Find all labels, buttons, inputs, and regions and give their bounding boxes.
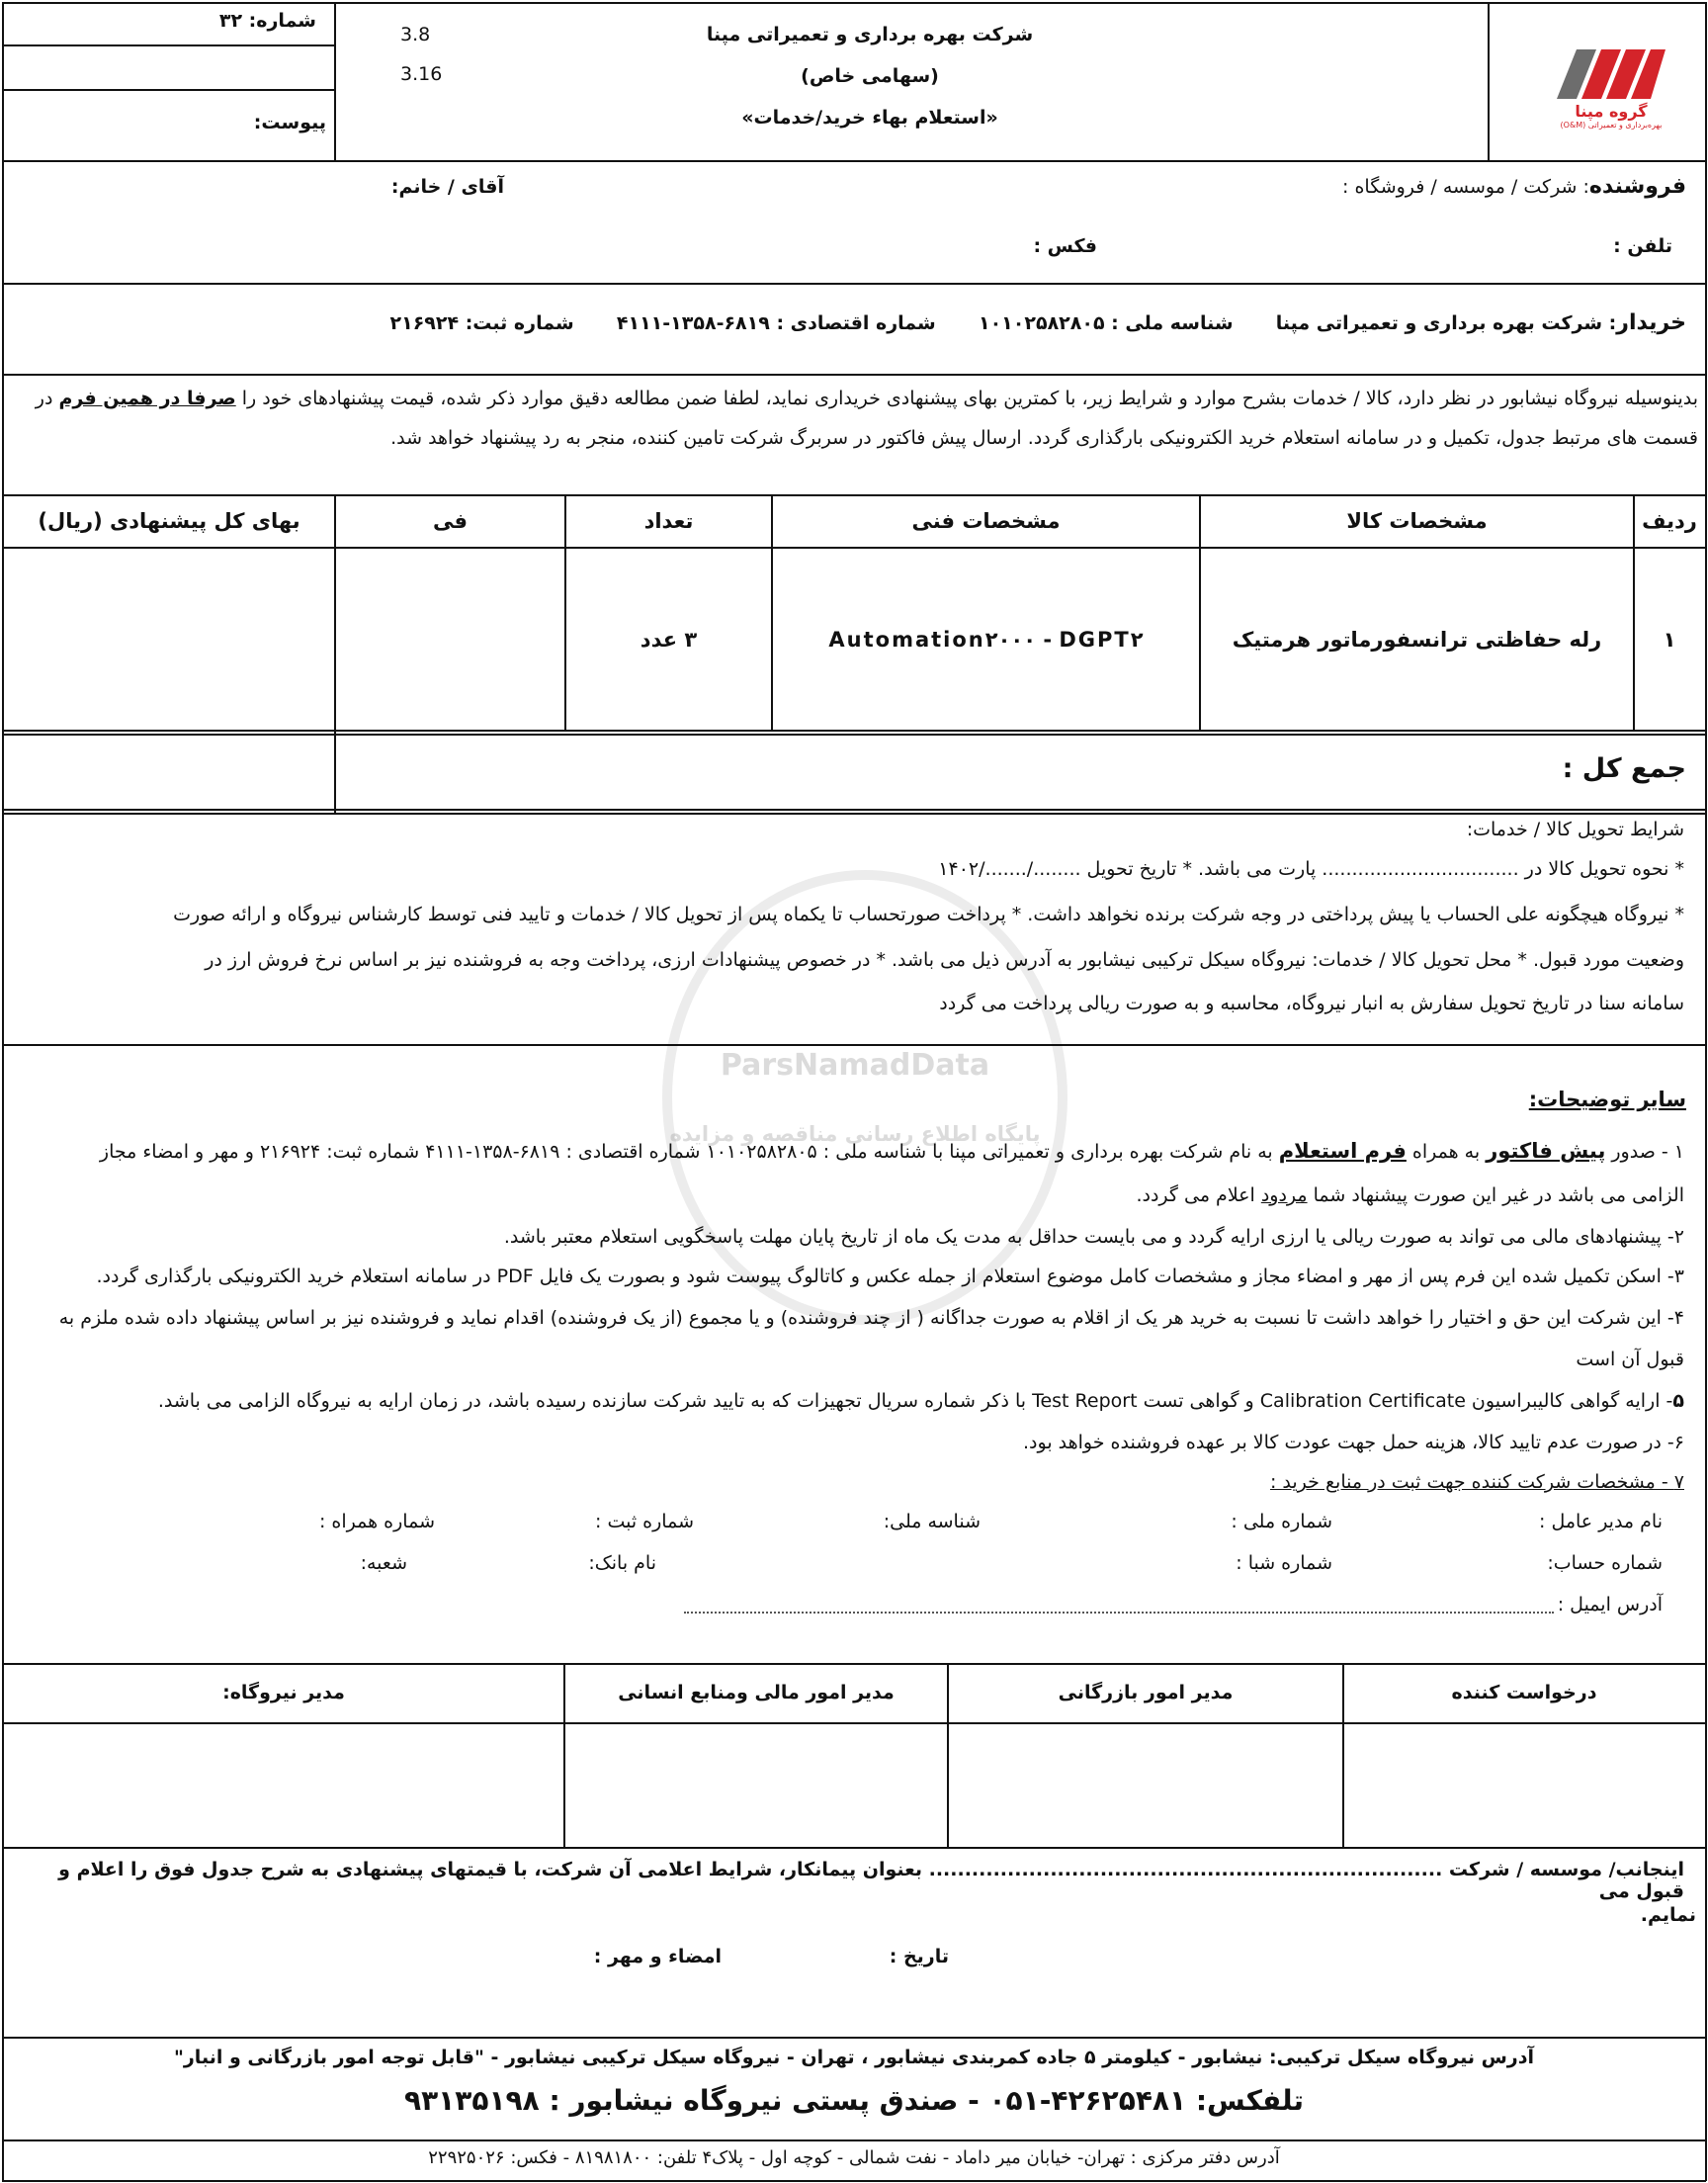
note-1-c: به همراه [1406,1141,1487,1163]
buyer-national-id: شناسه ملی : ۱۰۱۰۲۵۸۲۸۰۵ [978,312,1234,334]
table-row-spec: Automation۲۰۰۰ - DGPT۲ [828,627,1144,652]
footer-contact: تلفکس: ۴۲۶۲۵۴۸۱-۰۵۱ - صندق پستی نیروگاه نیشابور : ۹۳۱۳۵۱۹۸ [404,2084,1304,2117]
note-1-cont [12,1184,1684,1206]
note-1-rejected: مردود [1260,1184,1308,1206]
sign-finance: مدیر امور مالی ومنابع انسانی [618,1682,895,1703]
watermark-caption: پایگاه اطلاع رسانی مناقصه و مزایده [669,1122,1041,1146]
seller-label [1342,174,1686,199]
note-3: ۳- اسکن تکمیل شده این فرم پس از مهر و امضاء مجاز و مشخصات کامل موضوع استعلام از جمله عکس و کاتالوگ پیوست شود و بصورت یک فایل PDF در سامانه استعلام خرید الکترونیکی بارگذاری گردد. [96,1266,1684,1287]
intro-line-1 [14,388,1698,409]
footer-hq: آدرس دفتر مرکزی : تهران- خیابان میر داماد - نفت شمالی - کوچه اول - پلاک۴ تلفن: ۸۱۹۸۱۸۰۰ - فکس: ۲۲۹۲۵۰۲۶ [428,2147,1280,2168]
buyer-label: خریدار [1616,310,1686,335]
email-dotted-line [684,1612,1554,1614]
note-1 [12,1139,1684,1163]
header-qty: تعداد [643,508,694,533]
grand-total-label: جمع کل : [1562,753,1686,784]
seller-label-rest: : شرکت / موسسه / فروشگاه : [1342,176,1589,198]
header-unit-price: فی [433,508,468,533]
note-4: ۴- این شرکت این حق و اختیار را خواهد داشت تا نسبت به خرید هر یک از اقلام به صورت جداگانه ( از چند فروشنده) و یا مجموع (از یک فروشنده) اقدام نماید و فروشنده نیز بر اساس پیشنهاد داده شده ملزم به [58,1307,1684,1329]
field-account: شماره حساب: [1547,1552,1663,1574]
sign-requester: درخواست کننده [1451,1682,1597,1703]
table-row-goods: رله حفاظتی ترانسفورماتور هرمتیک [1232,627,1602,652]
company-type: (سهامی خاص) [801,65,939,87]
ref-code-2: 3.16 [400,63,443,85]
header-row-number: ردیف [1642,508,1697,533]
seller-phone-label: تلفن : [1613,235,1672,257]
note-2: ۲- پیشنهادهای مالی می تواند به صورت ریالی یا ارزی ارایه گردد و می بایست حداقل به مدت یک ماه از تاریخ پایان مهلت پاسخگویی استعلام معتبر باشد. [503,1226,1684,1248]
note-5 [12,1390,1684,1412]
note-5-number: ۵ [1672,1390,1684,1412]
declaration-line-2: نمایم. [1640,1904,1696,1926]
intro-text-c: در [35,388,59,409]
form-title: «استعلام بهاء خرید/خدمات» [741,107,998,129]
table-row-total[interactable] [4,549,334,730]
buyer-registration: شماره ثبت: ۲۱۶۹۲۴ [389,312,574,334]
table-row-unit-price[interactable] [336,549,564,730]
delivery-line-3: وضعیت مورد قبول. * محل تحویل کالا / خدمات: نیروگاه سیکل ترکیبی نیشابور به آدرس ذیل می باشد. * در خصوص پیشنهادات ارزی، پرداخت وجه به فروشنده نیز بر اساس نرخ فروش ارز در [205,949,1684,971]
note-6: ۶- در صورت عدم تایید کالا، هزینه حمل جهت عودت کالا بر عهده فروشنده خواهد بود. [1023,1432,1684,1453]
company-name: شرکت بهره برداری و تعمیراتی مپنا [706,24,1034,45]
intro-text-a: بدینوسیله نیروگاه نیشابور در نظر دارد، کالا / خدمات بشرح موارد و شرایط زیر، با کمترین بهای پیشنهادی خریداری نماید، لطفا ضمن مطالعه دقیق موارد ذکر شده، قیمت پیشنهادهای خود را [235,388,1698,409]
field-national-no: شماره ملی : [1231,1511,1332,1532]
delivery-line-4: سامانه سنا در تاریخ تحویل سفارش به انبار نیروگاه، محاسبه و به صورت ریالی پرداخت می گردد [939,993,1684,1014]
logo-text: گروه مپنا [1575,102,1648,121]
note-5-text: - ارایه گواهی کالیبراسیون Calibration Certificate و گواهی تست Test Report با ذکر شماره سریال تجهیزات که به تایید شرکت سازنده رسیده باشد، در زمان ارایه به نیروگاه الزامی می باشد. [157,1390,1673,1412]
intro-line-2: قسمت های مرتبط جدول، تکمیل و در سامانه استعلام خرید الکترونیکی بارگذاری گردد. ارسال پیش فاکتور در سربرگ شرکت تامین کننده، منجر به رد پیشنهاد خواهد شد. [390,427,1698,449]
watermark [657,1048,1053,1146]
note-7: ۷ - مشخصات شرکت کننده جهت ثبت در منابع خرید : [1269,1471,1684,1493]
attachment-label: پیوست: [253,112,326,133]
ref-code-1: 3.8 [400,24,431,45]
mapna-logo-icon [1552,30,1670,104]
field-national-id: شناسه ملی: [883,1511,981,1532]
watermark-brand: ParsNamadData [720,1048,990,1083]
delivery-line-1: * نحوه تحویل کالا در ................................. پارت می باشد. * تاریخ تحویل ......../......./۱۴۰۲ [938,858,1684,880]
seller-label-strong: فروشنده [1588,174,1686,199]
buyer-info [390,310,1687,335]
seller-fax-label: فکس : [1033,235,1097,257]
field-email: آدرس ایمیل : [1557,1594,1663,1615]
header-goods: مشخصات کالا [1346,508,1488,533]
header-total: بهای کل پیشنهادی (ریال) [38,508,300,533]
field-mobile: شماره همراه : [318,1511,435,1532]
field-manager: نام مدیر عامل : [1539,1511,1663,1532]
field-reg-no: شماره ثبت : [595,1511,694,1532]
contact-person-label: آقای / خانم: [390,176,504,198]
field-bank: نام بانک: [588,1552,656,1574]
delivery-line-2: * نیروگاه هیچگونه علی الحساب یا پیش پرداختی در وجه شرکت برنده نخواهد داشت. * پرداخت صورتحساب تا یکماه پس از تحویل کالا / خدمات و تایید فنی توسط کارشناس نیروگاه و ارائه صورت [173,904,1684,925]
delivery-title: شرایط تحویل کالا / خدمات: [1466,819,1684,840]
table-row-number: ۱ [1663,627,1676,652]
note-1-f: الزامی می باشد در غیر این صورت پیشنهاد شما [1307,1184,1684,1206]
footer-address: آدرس نیروگاه سیکل ترکیبی: نیشابور - کیلومتر ۵ جاده کمربندی نیشابور ، تهران - نیروگاه سیکل ترکیبی نیشابور - "قابل توجه امور بازرگانی و انبار" [173,2047,1535,2068]
note-4-cont: قبول آن است [1576,1349,1684,1370]
note-1-e: به نام شرکت بهره برداری و تعمیراتی مپنا با شناسه ملی : ۱۰۱۰۲۵۸۲۸۰۵ شماره اقتصادی : ۶۸۱۹-۱۳۵۸-۴۱۱۱ شماره ثبت: ۲۱۶۹۲۴ و مهر و امضاء مجاز [99,1141,1279,1163]
declaration-sign: امضاء و مهر : [593,1946,722,1967]
number-label: شماره: ۳۲ [218,10,316,32]
notes-title: سایر توضیحات: [1528,1088,1686,1111]
intro-emphasis: صرفا در همین فرم [58,388,236,409]
header-spec: مشخصات فنی [911,508,1061,533]
sign-commerce: مدیر امور بازرگانی [1058,1682,1234,1703]
note-1-a: ۱ - صدور [1605,1141,1684,1163]
note-1-h: اعلام می گردد. [1136,1184,1261,1206]
declaration-date: تاریخ : [889,1946,949,1967]
mapna-logo [1552,30,1670,129]
table-row-qty: ۳ عدد [640,627,698,652]
field-sheba: شماره شبا : [1236,1552,1332,1574]
sign-plant-manager: مدیر نیروگاه: [222,1682,345,1703]
buyer-economic-code: شماره اقتصادی : ۶۸۱۹-۱۳۵۸-۴۱۱۱ [616,312,936,334]
buyer-name: : شرکت بهره برداری و تعمیراتی مپنا [1275,312,1617,334]
declaration-line-1: اینجانب/ موسسه / شرکت ........................................................................ بعنوان پیمانکار، شرایط اعلامی آن شرکت، با قیمتهای پیشنهادی به شرح جدول فوق را اعلام و قبول می [58,1859,1684,1902]
note-1-proforma: پیش فاکتور [1486,1139,1606,1163]
field-branch: شعبه: [360,1552,407,1574]
note-1-inquiry-form: فرم استعلام [1278,1139,1407,1163]
logo-subtext: بهره‌برداری و تعمیراتی (O&M) [1560,121,1663,130]
